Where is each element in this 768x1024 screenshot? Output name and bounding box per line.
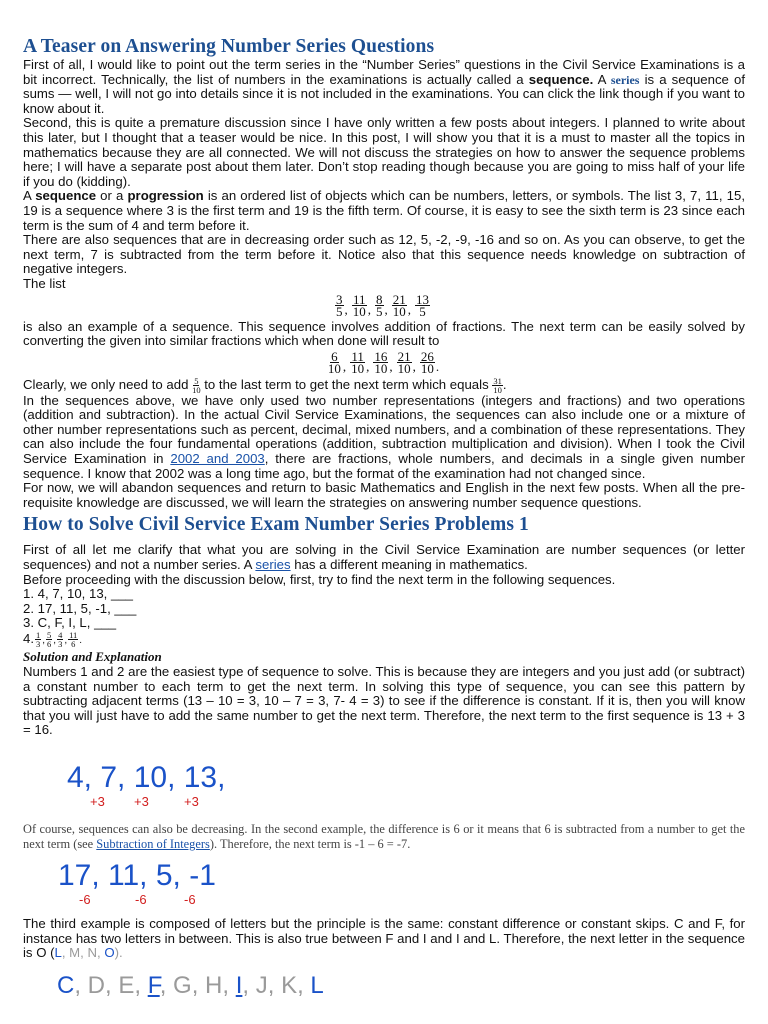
term-series: series (610, 72, 640, 87)
paragraph-clarify (23, 543, 745, 572)
text: Clearly, we only need to add (23, 376, 193, 392)
list-item (23, 631, 745, 649)
paragraph-decreasing-example (23, 822, 745, 852)
link-2002-2003[interactable]: 2002 and 2003 (170, 451, 265, 467)
heading-how-to-solve: How to Solve Civil Service Exam Number Series Problems 1 (23, 514, 529, 536)
letter-highlight: L (310, 971, 324, 999)
letters-skipped: , D, E, (74, 971, 148, 999)
separator: , (64, 635, 68, 646)
text: has a different meaning in mathematics. (290, 557, 528, 573)
differences-1 (67, 794, 745, 810)
separator: , (367, 301, 371, 317)
difference-label: +3 (90, 793, 105, 809)
denominator: 10 (351, 360, 365, 376)
heading-teaser: A Teaser on Answering Number Series Questions (23, 36, 435, 57)
separator: . (435, 358, 440, 374)
fraction (68, 631, 78, 648)
text: ). (114, 945, 123, 961)
denominator: 5 (376, 303, 383, 319)
separator: , (366, 358, 370, 374)
letters-skipped: , G, H, (159, 971, 236, 999)
letter-O: O (104, 945, 115, 961)
separator: , (53, 635, 57, 646)
denominator: 6 (71, 639, 76, 650)
text: In the sequences above, we have only used two number representations (integers and fractions) and two operations (addition and subtraction). In the actual Civil Service Examinations, the sequences can also include one or a mixture of other number representations such as percent, decimal, mixed numbers, and a combination of these representations. They can also include the four fundamental operations (addition, subtraction multiplication and division). When I took the Civil Service Examination in (23, 392, 745, 467)
fraction (392, 291, 407, 319)
fraction (35, 631, 41, 648)
list-item: 1. 4, 7, 10, 13, ___ (23, 586, 133, 602)
list-number: 4. (23, 631, 34, 646)
paragraph-definition (23, 189, 745, 233)
letters-skipped: , J, K, (242, 971, 311, 999)
paragraph-before-proceeding: Before proceeding with the discussion below, first, try to find the next term in the following sequences. (23, 571, 616, 587)
paragraph-intro (23, 58, 745, 116)
denominator: 10 (493, 384, 502, 395)
text: The third example is composed of letters but the principle is the same: constant difference or constant skips. C and F, for instance has two letters in between. This is also true between F and I and I and L. Therefore, the next letter in the sequence is O ( (23, 915, 745, 961)
text: . (502, 376, 507, 392)
numerator: 26 (420, 348, 434, 364)
numerator: 21 (397, 348, 411, 364)
text: is an ordered list of objects which can be numbers, letters, or symbols. The list 3, 7, 11, 15, 19 is a sequence where 3 is the first term and 19 is the fifth term. Of course, it is easy to see the sixth term is 23 since each term is the sum of 4 and term before it. (23, 188, 745, 233)
difference-label: -6 (79, 891, 91, 907)
text: , there are fractions, whole numbers, and decimals in a single given number sequence. I know that 2002 was a long time ago, but the format of the examination had not changed since. (23, 451, 745, 481)
numerator: 5 (47, 630, 52, 641)
numerator: 11 (351, 348, 364, 364)
separator: , (342, 358, 347, 374)
difference-label: +3 (134, 793, 149, 809)
numerator: 4 (58, 630, 63, 641)
denominator: 5 (336, 303, 343, 319)
text: A (23, 188, 36, 204)
numerator: 11 (352, 291, 366, 307)
letters-M-N: , M, N, (61, 945, 105, 961)
numerator: 8 (376, 291, 383, 307)
text: Of course, sequences can also be decreasing. In the second example, the difference is 6 or it means that 6 is subtracted from a number to get the next term (see (23, 821, 745, 851)
fraction (373, 348, 388, 376)
fraction-sequence-2 (23, 348, 745, 376)
link-subtraction-of-integers[interactable]: Subtraction of Integers (96, 836, 210, 851)
paragraph-fractions: is also an example of a sequence. This sequence involves addition of fractions. The next term can be easily solved by converting the given into similar fractions which when done will result to (23, 318, 745, 349)
separator: , (42, 635, 46, 646)
text: ). Therefore, the next term is -1 – 6 = -7. (209, 836, 411, 851)
difference-label: -6 (135, 891, 147, 907)
sequence-list (23, 587, 745, 649)
fraction (415, 291, 430, 319)
paragraph-the-list: The list (23, 275, 66, 291)
fraction (350, 348, 365, 376)
numerator: 3 (336, 291, 343, 307)
numerator: 5 (194, 375, 199, 386)
paragraph-clearly (23, 377, 745, 394)
term-sequence: sequence. (528, 71, 594, 87)
denominator: 10 (397, 360, 411, 376)
paragraph-numbers-1-2: Numbers 1 and 2 are the easiest type of sequence to solve. This is because they are integers and you just add (or subtract) a constant number to each term to get the next term. In solving this type of sequence, you can see this pattern by subtracting adjacent terms (13 – 10 = 3, 10 – 7 = 3, 7- 4 = 3) to see if the difference is constant. If it is, then you will know that you will just have to add the same number to get the next term. Therefore, the next term to the first sequence is 13 + 3 = 16. (23, 664, 745, 738)
link-series[interactable]: series (255, 557, 291, 573)
article (23, 0, 745, 999)
letter-highlight: F (147, 971, 160, 999)
denominator: 10 (374, 360, 388, 376)
inline-fraction (492, 377, 503, 394)
fraction (397, 348, 412, 376)
letter-highlight: I (235, 971, 243, 999)
list-item: 2. 17, 11, 5, -1, ___ (23, 600, 137, 616)
denominator: 3 (36, 639, 41, 650)
denominator: 10 (420, 360, 434, 376)
denominator: 10 (392, 303, 406, 319)
difference-label: +3 (184, 793, 199, 809)
paragraph-representations (23, 394, 745, 482)
sequence-4-7-10-13: 4, 7, 10, 13, (67, 760, 226, 794)
numerator: 11 (69, 630, 78, 641)
letter-highlight: C (57, 971, 75, 999)
separator: , (384, 301, 388, 317)
numerator: 16 (374, 348, 388, 364)
separator: . (79, 635, 83, 646)
list-item: 3. C, F, I, L, ___ (23, 615, 117, 631)
fraction (335, 291, 344, 319)
fraction (375, 291, 384, 319)
paragraph-letters (23, 917, 745, 961)
fraction-sequence-1 (23, 291, 745, 319)
separator: , (412, 358, 416, 374)
text: First of all let me clarify that what you are solving in the Civil Service Examination are number sequences (or letter sequences) and not a number series. A (23, 542, 745, 573)
paragraph-decreasing: There are also sequences that are in decreasing order such as 12, 5, -2, -9, -16 and so on. As you can observe, to get the next term, 7 is subtracted from the term before it. Notice also that this sequence needs knowledge on subtraction of negative integers. (23, 232, 745, 277)
text: is a sequence of sums — well, I will not go into details since it is not included in the examinations. You can click the link though if you want to know about it. (23, 71, 745, 116)
example-2 (58, 860, 745, 908)
sequence-17-11-5-neg1: 17, 11, 5, -1 (58, 858, 216, 892)
numerator: 1 (36, 630, 41, 641)
numerator: 21 (392, 291, 406, 307)
numerator: 6 (331, 348, 338, 364)
fraction (46, 631, 52, 648)
fraction (420, 348, 435, 376)
denominator: 5 (419, 303, 426, 319)
text: A (593, 71, 611, 87)
numerator: 13 (416, 291, 429, 307)
denominator: 3 (58, 639, 63, 650)
denominator: 6 (47, 639, 52, 650)
letter-sequence (57, 973, 745, 999)
denominator: 10 (327, 360, 341, 376)
text: or a (96, 188, 128, 204)
fraction (327, 348, 342, 376)
term-sequence: sequence (35, 188, 97, 204)
term-progression: progression (127, 188, 204, 204)
text: to the last term to get the next term which equals (200, 376, 493, 392)
separator: , (407, 301, 411, 317)
differences-2 (58, 892, 745, 908)
denominator: 10 (192, 384, 201, 395)
paragraph-second: Second, this is quite a premature discussion since I have only written a few posts about integers. I planned to write about this later, but I thought that a teaser would be nice. In this post, I will show you that it is a must to master all the topics in mathematics because they are all connected. We will not discuss the strategies on how to answer the sequence problems here; I will have a separate post about them later. Don’t stop reading though because you are going to miss half of your life if you do (kidding). (23, 115, 745, 189)
solution-title: Solution and Explanation (23, 649, 162, 664)
inline-fraction (192, 377, 201, 394)
numerator: 31 (493, 375, 502, 386)
separator: , (344, 301, 348, 317)
separator: , (389, 358, 393, 374)
fraction-sequence-4 (34, 630, 83, 650)
paragraph-for-now: For now, we will abandon sequences and return to basic Mathematics and English in the next few posts. When all the pre-requisite knowledge are discussed, we will learn the strategies on answering number sequence questions. (23, 480, 745, 510)
difference-label: -6 (184, 891, 196, 907)
letter-L: L (54, 945, 62, 961)
denominator: 10 (352, 303, 366, 319)
fraction (57, 631, 63, 648)
fraction (352, 291, 367, 319)
example-1 (67, 762, 745, 810)
text: First of all, I would like to point out the term series in the “Number Series” questions in the Civil Service Examinations is a bit incorrect. Technically, the list of numbers in the examinations is actually called a (23, 57, 745, 87)
